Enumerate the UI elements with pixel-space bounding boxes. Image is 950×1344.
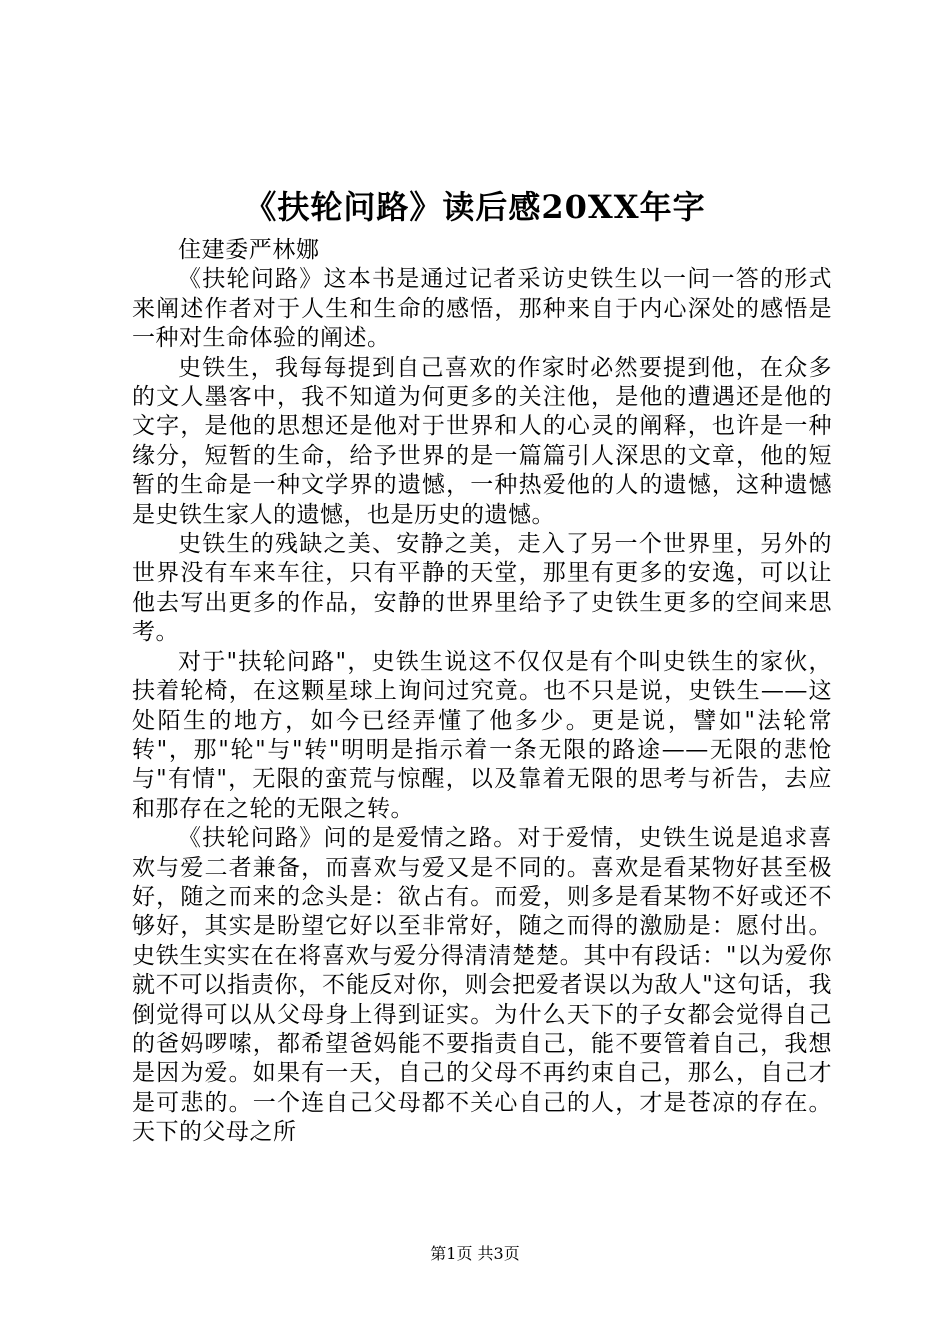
paragraph-2: 史铁生，我每每提到自己喜欢的作家时必然要提到他，在众多的文人墨客中，我不知道为何更多的关注他，是他的遭遇还是他的文字，是他的思想还是他对于世界和人的心灵的阐释，也许是一种缘分，短暂的生命，给予世界的是一篇篇引人深思的文章，他的短暂的生命是一种文学界的遗憾，一种热爱他的人的遗憾，这种遗憾是史铁生家人的遗憾，也是历史的遗憾。 <box>132 354 832 528</box>
document-body <box>132 236 832 1148</box>
paragraph-5: 《扶轮问路》问的是爱情之路。对于爱情，史铁生说是追求喜欢与爱二者兼备，而喜欢与爱又是不同的。喜欢是看某物好甚至极好，随之而来的念头是：欲占有。而爱，则多是看某物不好或还不够好，其实是盼望它好以至非常好，随之而得的激励是：愿付出。史铁生实实在在将喜欢与爱分得清清楚楚。其中有段话："以为爱你就不可以指责你，不能反对你，则会把爱者误以为敌人"这句话，我倒觉得可以从父母身上得到证实。为什么天下的子女都会觉得自己的爸妈啰嗦，都希望爸妈能不要指责自己，能不要管着自己，我想是因为爱。如果有一天，自己的父母不再约束自己，那么，自己才是可悲的。一个连自己父母都不关心自己的人，才是苍凉的存在。天下的父母之所 <box>132 825 832 1146</box>
paragraph-1: 《扶轮问路》这本书是通过记者采访史铁生以一问一答的形式来阐述作者对于人生和生命的感悟，那种来自于内心深处的感悟是一种对生命体验的阐述。 <box>132 266 832 352</box>
paragraph-4: 对于"扶轮问路"，史铁生说这不仅仅是有个叫史铁生的家伙，扶着轮椅，在这颗星球上询问过究竟。也不只是说，史铁生——这处陌生的地方，如今已经弄懂了他多少。更是说，譬如"法轮常转"，那"轮"与"转"明明是指示着一条无限的路途——无限的悲怆与"有情"，无限的蛮荒与惊醒，以及靠着无限的思考与祈告，去应和那存在之轮的无限之转。 <box>132 648 832 822</box>
author-line: 住建委严林娜 <box>178 237 320 263</box>
document-title: 《扶轮问路》读后感20XX年字 <box>244 188 706 226</box>
paragraph-3: 史铁生的残缺之美、安静之美，走入了另一个世界里，另外的世界没有车来车往，只有平静的天堂，那里有更多的安逸，可以让他去写出更多的作品，安静的世界里给予了史铁生更多的空间来思考。 <box>132 531 832 646</box>
page-indicator: 第1页 共3页 <box>430 1244 520 1263</box>
